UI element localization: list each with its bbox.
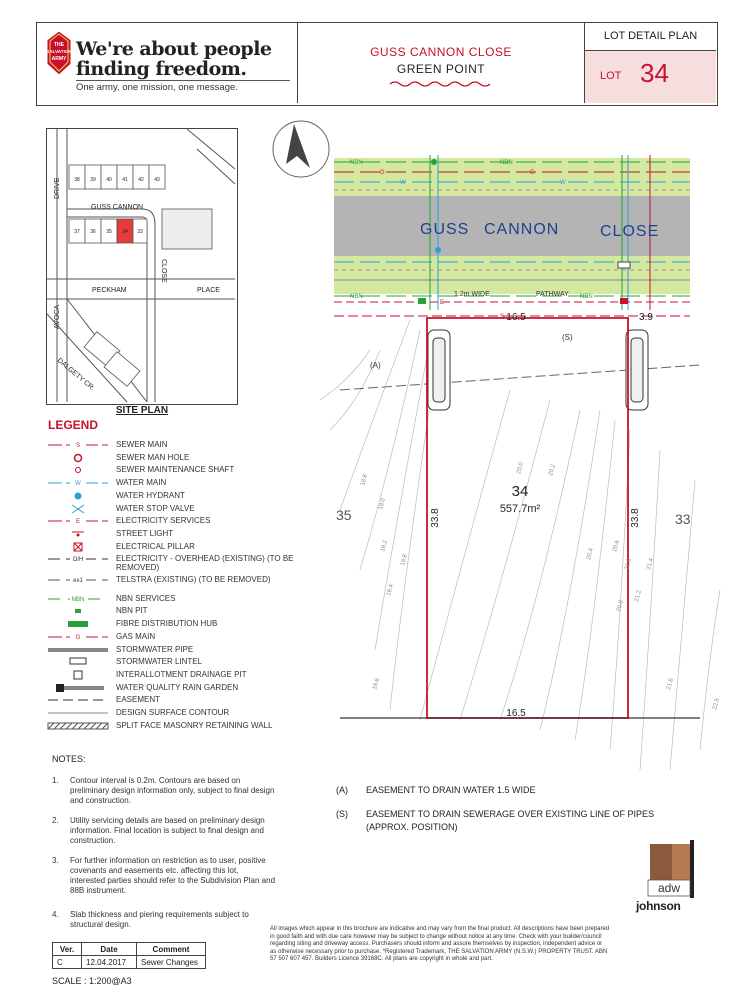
suburb-name: GREEN POINT bbox=[396, 62, 486, 76]
legend-label: SPLIT FACE MASONRY RETAINING WALL bbox=[116, 720, 273, 730]
contour-label: 19.4 bbox=[386, 583, 395, 597]
site-street-drive: DRIVE bbox=[54, 177, 61, 199]
left-side-dimension: 33.8 bbox=[430, 508, 441, 528]
legend-item-sewer-manhole bbox=[48, 452, 318, 464]
sewer-label: S bbox=[500, 314, 505, 320]
site-plan-caption: SITE PLAN bbox=[115, 405, 169, 416]
rev-header-comment: Comment bbox=[137, 943, 206, 956]
legend-item-overhead bbox=[48, 553, 318, 573]
pathway-width-label: 1.2m WIDE bbox=[454, 291, 490, 298]
site-lot-33: 33 bbox=[137, 229, 143, 235]
contour-label: 20.6 bbox=[612, 539, 621, 553]
telstra-icon bbox=[48, 574, 108, 586]
contour-label: 19.8 bbox=[400, 553, 409, 567]
salvation-army-shield-logo bbox=[44, 30, 74, 90]
sewer-manhole-icon bbox=[48, 452, 108, 464]
contour-label: 18.8 bbox=[360, 473, 369, 487]
pathway-label: PATHWAY bbox=[536, 291, 569, 298]
electrical-pillar-icon bbox=[48, 541, 108, 553]
neighbour-lot-33: 33 bbox=[675, 511, 691, 527]
annotation-s-text2: (APPROX. POSITION) bbox=[366, 822, 458, 832]
site-lot-41: 41 bbox=[122, 177, 128, 183]
site-street-close: CLOSE bbox=[160, 259, 167, 283]
svg-text:ex1: ex1 bbox=[73, 578, 83, 584]
legend-item-gas bbox=[48, 631, 318, 643]
svg-text:W: W bbox=[75, 481, 81, 488]
legend-item-sewer-main bbox=[48, 439, 318, 451]
street-light-icon bbox=[48, 528, 108, 540]
electricity-icon bbox=[48, 515, 108, 527]
legend-item-telstra bbox=[48, 574, 318, 586]
stormwater-pipe-icon bbox=[48, 644, 108, 656]
frontage-dimension: 16.5 bbox=[506, 312, 526, 323]
neighbour-lot-35: 35 bbox=[336, 507, 352, 523]
legend-label: NBN SERVICES bbox=[116, 593, 176, 603]
site-street-dalgety: DALGETY CR. bbox=[55, 357, 96, 393]
contour-label: 21.0 bbox=[624, 557, 633, 571]
lot-number: 34 bbox=[640, 58, 669, 88]
water-hydrant-icon bbox=[435, 247, 441, 253]
annotation-a-text: EASEMENT TO DRAIN WATER 1.5 WIDE bbox=[366, 785, 536, 795]
plan-easement-s: (S) bbox=[562, 333, 573, 342]
legend-item-easement bbox=[48, 694, 318, 706]
note-number: 2. bbox=[52, 816, 59, 825]
contour-label: 21.2 bbox=[634, 589, 643, 603]
nbn-pit-icon bbox=[48, 605, 108, 617]
electric-label: E bbox=[440, 300, 445, 306]
contour-icon bbox=[48, 707, 108, 719]
brand-tagline: One army, one mission, one message. bbox=[76, 82, 238, 93]
site-street-avoca: AVOCA bbox=[54, 305, 61, 329]
sewer-main-icon bbox=[48, 439, 108, 451]
svg-text:G: G bbox=[75, 634, 81, 641]
lot-plan-drawing bbox=[320, 150, 720, 770]
legend-label: ELECTRICAL PILLAR bbox=[116, 541, 195, 551]
logo-adw-text: adw bbox=[657, 881, 681, 895]
contour-label: 20.4 bbox=[586, 547, 595, 561]
water-label-1: W bbox=[400, 180, 406, 186]
contour-label: 21.6 bbox=[666, 677, 675, 691]
plan-lot-area: 557.7m² bbox=[499, 503, 541, 515]
gas-icon bbox=[48, 631, 108, 643]
site-lot-43: 43 bbox=[154, 177, 160, 183]
legend-label: WATER HYDRANT bbox=[116, 490, 185, 500]
drainage-pit-icon bbox=[48, 669, 108, 681]
driveway-pits bbox=[428, 330, 648, 410]
svg-text:E: E bbox=[75, 519, 81, 526]
annotation-a-code: (A) bbox=[336, 785, 348, 795]
site-street-place: PLACE bbox=[197, 287, 220, 294]
annotation-s-text1: EASEMENT TO DRAIN SEWERAGE OVER EXISTING LINE OF PIPES bbox=[366, 809, 655, 819]
site-street-peckham: PECKHAM bbox=[92, 287, 127, 294]
nbn-label-1: NBN bbox=[350, 160, 363, 166]
legend-label: SEWER MAIN bbox=[116, 440, 168, 449]
rev-ver: C bbox=[53, 956, 82, 969]
brand-slogan-line2: finding freedom. bbox=[76, 58, 247, 80]
legend-label: DESIGN SURFACE CONTOUR bbox=[116, 708, 230, 717]
legend-item-sewer-shaft bbox=[48, 464, 318, 476]
legend-label: EASEMENT bbox=[116, 695, 161, 705]
electrical-pillar-icon bbox=[620, 298, 628, 304]
note-text: For further information on restriction as to user, positive covenants and easements etc. affecting this lot, interested parties should refer to the Subdivision Plan and 88B instrument. bbox=[70, 856, 276, 895]
svg-text:SALVATION: SALVATION bbox=[46, 49, 72, 54]
legend-label: ELECTRICITY SERVICES bbox=[116, 516, 211, 526]
sewer-shaft-icon bbox=[48, 464, 108, 476]
note-number: 4. bbox=[52, 910, 59, 919]
note-text: Slab thickness and piering requirements subject to structural design. bbox=[70, 910, 249, 929]
nbn-icon bbox=[48, 593, 108, 605]
site-lot-37: 37 bbox=[74, 229, 80, 235]
brand-underline bbox=[76, 80, 290, 81]
nbn-pit-front-icon bbox=[418, 298, 426, 304]
contour-label: 19.6 bbox=[372, 677, 381, 691]
fibre-hub-icon bbox=[48, 618, 108, 630]
note-text: Contour interval is 0.2m. Contours are based on preliminary design information only, subject to final design and construction. bbox=[70, 776, 275, 805]
contour-label: 20.2 bbox=[548, 463, 557, 477]
contour-label: 22.5 bbox=[712, 697, 721, 711]
site-plan-map bbox=[47, 129, 235, 402]
legend-item-nbn bbox=[48, 593, 318, 605]
legend-item-electricity bbox=[48, 515, 318, 527]
road-name-word3: CLOSE bbox=[600, 223, 660, 240]
legend-label: INTERALLOTMENT DRAINAGE PIT bbox=[116, 669, 247, 679]
gas-label-2: G bbox=[530, 170, 535, 176]
lot-label: LOT bbox=[600, 70, 622, 82]
contour-label: 20.8 bbox=[616, 599, 625, 613]
plan-easement-a: (A) bbox=[370, 361, 381, 370]
legend-item-nbn-pit bbox=[48, 605, 318, 617]
wave-divider-icon bbox=[388, 80, 498, 88]
adw-johnson-logo-mark bbox=[644, 840, 696, 908]
stormwater-lintel-icon bbox=[48, 656, 108, 668]
site-lot-38: 38 bbox=[74, 177, 80, 183]
legend-label: SEWER MAINTENANCE SHAFT bbox=[116, 465, 235, 475]
road-name-word2: CANNON bbox=[484, 221, 560, 238]
water-label-2: W bbox=[560, 180, 566, 186]
contour-lines bbox=[320, 320, 720, 770]
water-main-icon bbox=[48, 477, 108, 489]
rev-comment: Sewer Changes bbox=[137, 956, 206, 969]
street-name: GUSS CANNON CLOSE bbox=[370, 45, 512, 59]
document-type: LOT DETAIL PLAN bbox=[585, 23, 716, 51]
site-lot-40: 40 bbox=[106, 177, 112, 183]
legend-item-drainage-pit bbox=[48, 669, 318, 681]
legend-label: SEWER MAN HOLE bbox=[116, 452, 190, 462]
site-lot-36: 36 bbox=[90, 229, 96, 235]
contour-label: 19.2 bbox=[380, 539, 389, 553]
legend-label: ELECTRICITY - OVERHEAD (EXISTING) (TO BE REMOVED) bbox=[116, 554, 294, 573]
legend-item-stormwater-lintel bbox=[48, 656, 318, 668]
rain-garden-icon bbox=[48, 682, 108, 694]
site-lot-34: 34 bbox=[122, 229, 128, 235]
legend-label: STORMWATER LINTEL bbox=[116, 657, 203, 667]
svg-text:THE: THE bbox=[54, 42, 64, 48]
legend-label: FIBRE DISTRIBUTION HUB bbox=[116, 619, 218, 629]
lot-34-boundary bbox=[427, 318, 628, 718]
rev-header-date: Date bbox=[82, 943, 137, 956]
contour-label: 20.0 bbox=[516, 461, 525, 475]
overhead-icon bbox=[48, 553, 108, 565]
legend-item-retaining-wall bbox=[48, 720, 318, 732]
contour-label: 19.0 bbox=[378, 497, 387, 511]
water-hydrant-icon bbox=[48, 490, 108, 502]
note-number: 1. bbox=[52, 776, 59, 785]
legend-title: LEGEND bbox=[48, 418, 99, 432]
nbn-label-3: NBN bbox=[350, 294, 363, 300]
easement-icon bbox=[48, 694, 108, 706]
scale-note: SCALE : 1:200@A3 bbox=[52, 976, 132, 986]
note-number: 3. bbox=[52, 856, 59, 865]
legend-label: WATER QUALITY RAIN GARDEN bbox=[116, 682, 239, 692]
legend-item-contour bbox=[48, 707, 318, 719]
logo-johnson-text: johnson bbox=[636, 899, 681, 913]
nbn-label-2: NBN bbox=[500, 160, 513, 166]
legend-item-stormwater-pipe bbox=[48, 644, 318, 656]
legend-item-water-main bbox=[48, 477, 318, 489]
rev-header-ver: Ver. bbox=[53, 943, 82, 956]
contour-label: 21.4 bbox=[646, 557, 655, 571]
disclaimer-text: All images which appear in this brochure are indicative and may vary from the final product. All descriptions have been prepared in good faith and with due care however may be subject to change without notice at any time. Check with your builder/council regarding siting and driveway access. Purchasers should inform and assure themselves by inspection, independent advice or as otherwise necessary prior to purchase. *Registered Trademark, THE SALVATION ARMY (N.S.W.) PROPERTY TRUST. ABN 57 507 607 457. Builders Licence 39168C. All plans are copyright in whole and part. bbox=[270, 926, 610, 962]
rear-dimension: 16.5 bbox=[506, 708, 526, 719]
nbn-pit-icon bbox=[431, 159, 437, 165]
gas-label-1: G bbox=[380, 170, 385, 176]
site-lot-42: 42 bbox=[138, 177, 144, 183]
road-name-word1: GUSS bbox=[420, 221, 470, 238]
brand-slogan-line1: We're about people bbox=[76, 38, 272, 60]
notes-title: NOTES: bbox=[52, 754, 86, 764]
contour-value-labels bbox=[360, 461, 721, 710]
legend-label: STREET LIGHT bbox=[116, 528, 174, 538]
legend-label: WATER STOP VALVE bbox=[116, 503, 195, 513]
legend-item-street-light bbox=[48, 528, 318, 540]
legend-label: TELSTRA (EXISTING) (TO BE REMOVED) bbox=[116, 575, 271, 584]
legend-label: GAS MAIN bbox=[116, 631, 156, 641]
site-street-guss-cannon: GUSS CANNON bbox=[91, 204, 144, 211]
site-lot-39: 39 bbox=[90, 177, 96, 183]
legend-item-electrical-pillar bbox=[48, 541, 318, 553]
legend-item-water-valve bbox=[48, 503, 318, 515]
svg-text:O/H: O/H bbox=[72, 557, 84, 564]
legend-item-fibre-hub bbox=[48, 618, 318, 630]
site-lot-35: 35 bbox=[106, 229, 112, 235]
legend-item-water-hydrant bbox=[48, 490, 318, 502]
retaining-wall-icon bbox=[48, 720, 108, 732]
svg-text:NBN: NBN bbox=[71, 596, 85, 603]
legend-label: NBN PIT bbox=[116, 606, 148, 616]
right-side-dimension: 33.8 bbox=[630, 508, 641, 528]
annotation-s-code: (S) bbox=[336, 809, 348, 819]
nbn-label-4: NBN bbox=[580, 294, 593, 300]
svg-text:S: S bbox=[75, 443, 81, 449]
plan-lot-number: 34 bbox=[511, 483, 529, 500]
legend-label: WATER MAIN bbox=[116, 478, 167, 488]
note-text: Utility servicing details are based on preliminary design information. Final location is subject to final design and construction. bbox=[70, 816, 265, 845]
stormwater-lintel-icon bbox=[618, 262, 630, 268]
revision-table bbox=[52, 942, 206, 969]
legend-label: STORMWATER PIPE bbox=[116, 644, 194, 654]
corner-dimension: 3.9 bbox=[639, 312, 653, 323]
svg-text:ARMY: ARMY bbox=[51, 56, 67, 62]
legend-item-rain-garden bbox=[48, 682, 318, 694]
rev-date: 12.04.2017 bbox=[82, 956, 137, 969]
water-valve-icon bbox=[48, 503, 108, 515]
